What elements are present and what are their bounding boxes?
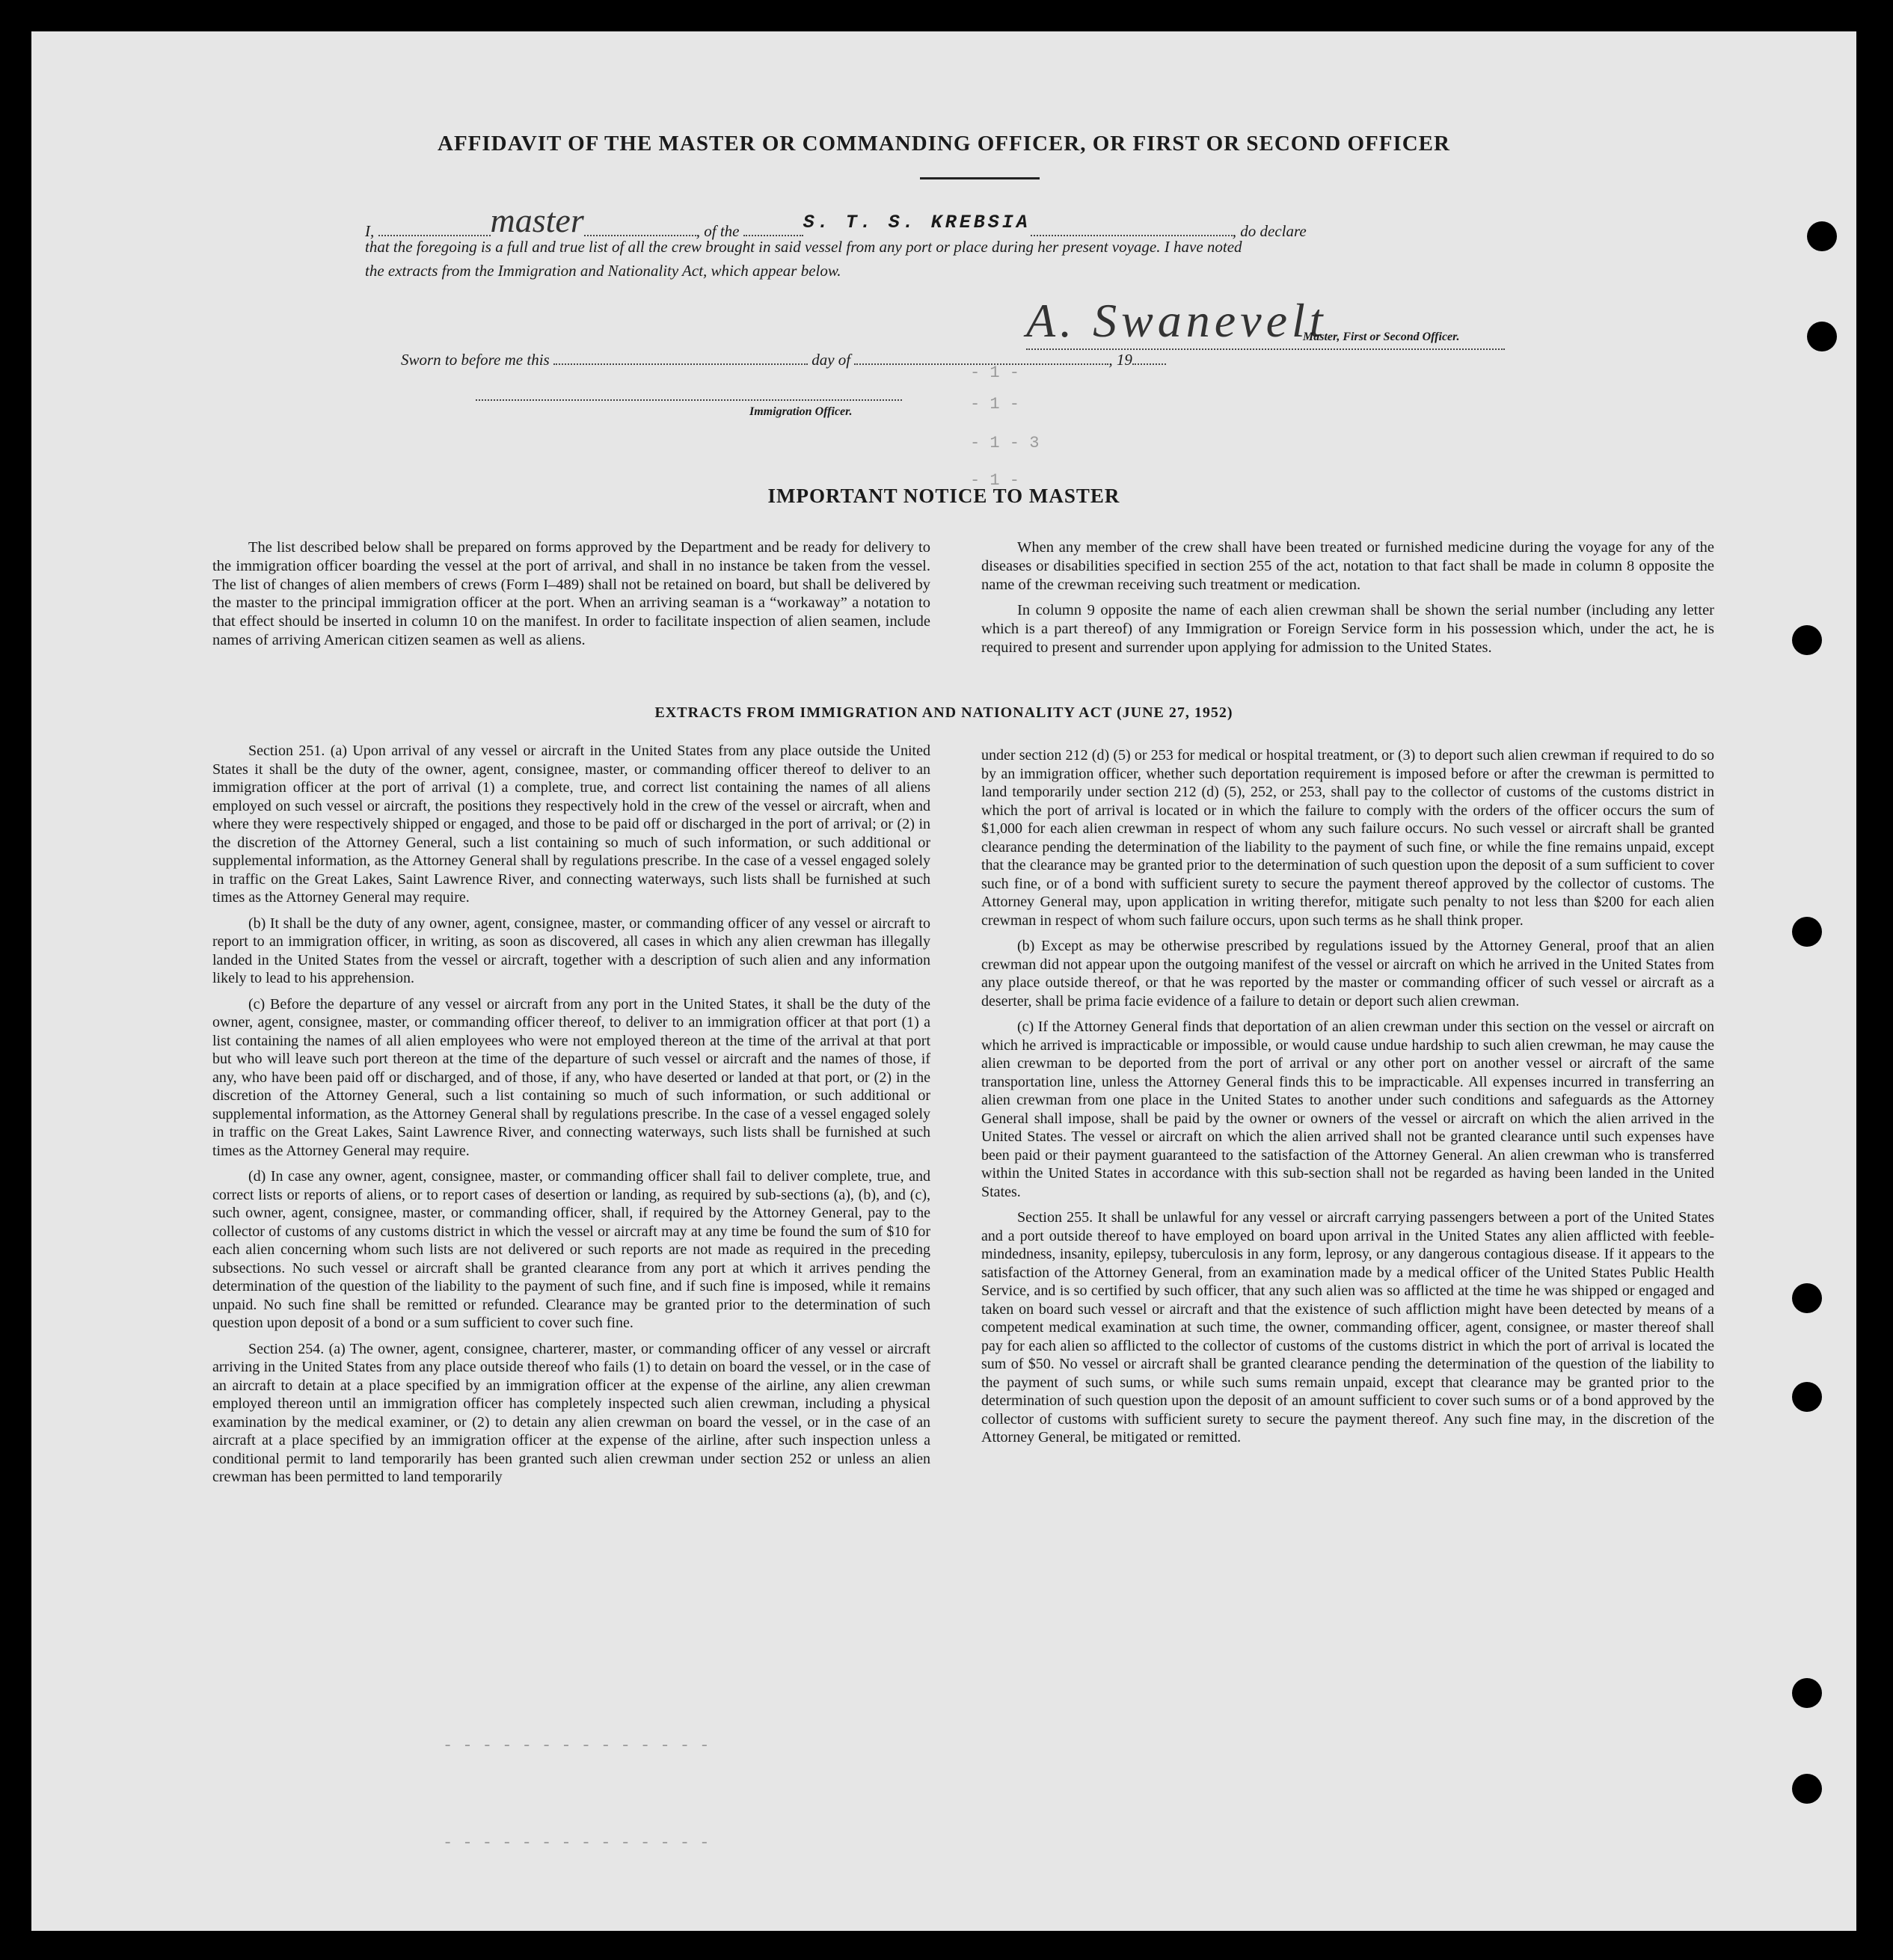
day-of-label: day of xyxy=(811,351,851,369)
section-254-b: (b) Except as may be otherwise prescribed by regulations issued by the Attorney General, proof that an alien crewman did not appear upon the outgoing manifest of the vessel or aircraft on which he arrived in the United States from any place outside thereof, or that he was reported by the master or commanding officer of such vessel or aircraft as a deserter, shall be prima facie evidence of a failure to detain or deport such alien crewman. xyxy=(981,938,1714,1010)
extracts-left-column xyxy=(212,742,930,1494)
section-254-a: Section 254. (a) The owner, agent, consignee, charterer, master, or commanding officer of any vessel or aircraft arriving in the United States from any place outside thereof who fails (1) to detain on board the vessel, or in the case of an aircraft to detain at a place specified by an immigration officer at the expense of the airline, any alien crewman employed thereon until an immigration officer has completely inspected such alien crewman, including a physical examination by the medical examiner, or (2) to detain any alien crewman on board the vessel, or in the case of an aircraft at a place specified by an immigration officer at the expense of the airline, after such inspection unless a conditional permit to land temporarily has been granted such alien crewman under section 252 or unless an alien crewman has been permitted to land temporarily xyxy=(212,1340,930,1485)
title-rule xyxy=(920,177,1040,179)
extracts-title: EXTRACTS FROM IMMIGRATION AND NATIONALITY ACT (JUNE 27, 1952) xyxy=(654,704,1233,721)
notice-left-paragraph: The list described below shall be prepared on forms approved by the Department and be ready for delivery to the immigration officer boarding the vessel at the port of arrival, and shall in no instance be taken from the vessel. The list of changes of alien members of crews (Form I–489) shall not be retained on board, but shall be delivered by the master to the principal immigration officer at the port. When an arriving seaman is a “workaway” a notation to that effect should be inserted in column 10 on the manifest. In order to facilitate inspection of alien seamen, include names of arriving American citizen seamen as well as aliens. xyxy=(212,539,930,648)
master-signature: A. Swanevelt xyxy=(1026,294,1328,347)
punch-hole xyxy=(1792,1283,1822,1313)
punch-hole xyxy=(1792,1774,1822,1804)
sworn-line xyxy=(401,348,1373,369)
section-254-a-cont: under section 212 (d) (5) or 253 for medical or hospital treatment, or (3) to deport such alien crewman if required to do so by an immigration officer, whether such deportation requirement is imposed before or after the crewman is permitted to land temporarily under section 212 (d) (5), 252, or 253, shall pay to the collector of customs of the customs district in which the port of arrival is located or in which the failure to comply with the orders of the officer occurs the sum of $1,000 for each alien crewman in respect of whom any such failure occurs. No such vessel or aircraft shall be granted clearance pending the determination of the liability to the payment of such fine, or while the fine remains unpaid, except that the clearance may be granted prior to the determination of such question upon the deposit of a sum sufficient to cover such fine, or of a bond with sufficient surety to secure the payment thereof approved by the collector of customs. The Attorney General may, upon application in writing therefor, mitigate such penalty to not less than $200 for each alien crewman in respect of whom such failure occurs, upon such terms as he shall think proper. xyxy=(981,747,1714,929)
affidavit-title: AFFIDAVIT OF THE MASTER OR COMMANDING OFFICER, OR FIRST OR SECOND OFFICER xyxy=(438,132,1450,156)
i-label: I, xyxy=(365,222,375,240)
punch-hole xyxy=(1792,1678,1822,1708)
section-251-b: (b) It shall be the duty of any owner, agent, consignee, master, or commanding officer of any vessel or aircraft to report to an immigration officer, in writing, as soon as discovered, all cases in which any alien crewman has illegally landed in the United States from the vessel or aircraft, together with a description of such alien and any information likely to lead to his apprehension. xyxy=(212,915,930,986)
sworn-label: Sworn to before me this xyxy=(401,351,550,369)
section-255: Section 255. It shall be unlawful for any vessel or aircraft carrying passengers between a port of the United States and a port outside thereof to have employed on board upon arrival in the United States any alien afflicted with feeble-mindedness, insanity, epilepsy, tuberculosis in any form, leprosy, or any dangerous contagious disease. If it appears to the satisfaction of the Attorney General, from an examination made by a medical officer of the United States Public Health Service, and is so certified by such officer, that any such alien was so afflicted at the time he was shipped or engaged and taken on board such vessel or aircraft and that the existence of such affliction might have been detected by means of a competent medical examination at such time, the owner, commanding officer, agent, consignee, or master thereof shall pay for each alien so afflicted to the collector of customs of the customs district in which the port of arrival is located the sum of $50. No vessel or aircraft shall be granted clearance pending the determination of the question of the liability to the payment of such sums, or while such sums remain unpaid, except that clearance may be granted prior to the determination of such question upon the deposit of an amount sufficient to cover such sums or of a bond approved by the collector of customs with sufficient surety to secure the payment thereof. Any such fine may, in the discretion of the Attorney General, be mitigated or remitted. xyxy=(981,1209,1714,1446)
document-page: AFFIDAVIT OF THE MASTER OR COMMANDING OFFICER, OR FIRST OR SECOND OFFICER I, master , of the S. T. S. KREBSIA , do declare that the foregoing is a full and true list of all the crew brought in said vessel from any port or place during her present voyage. I have noted the extracts from the Immigration and Nationality Act, which appear below. A. Swanevelt Master, First or Second Officer. Sworn to before me this day of , 19 Immigration Officer. - 1 - - 1 - - 1 - 3 - 1 - IMPORTANT NOTICE TO MASTER The list described below shall be prepared on forms approved by the Department and be ready for delivery to the immigration officer boarding the vessel at the port of arrival, and shall in no instance be taken from the vessel. The list of changes of alien members of crews (Form I–489) shall not be retained on board, but shall be delivered by the master to the principal immigration officer at the port. When an arriving seaman is a “workaway” a notation to that effect should be inserted in column 10 on the manifest. In order to facilitate inspection of alien seamen, include names of arriving American citizen seamen as well as aliens. When any member of the crew shall have been treated or furnished medicine during the voyage for any of the diseases or disabilities specified in section 255 of the act, notation to that fact shall be made in column 8 opposite the name of the crewman receiving such treatment or medication. In column 9 opposite the name of each alien crewman shall be shown the serial number (including any letter which is a part thereof) of any Immigration or Foreign Service form in his possession which, under the act, he is required to present and surrender upon applying for admission to the United States. EXTRACTS FROM IMMIGRATION AND NATIONALITY ACT (JUNE 27, 1952) Section 251. (a) Upon arrival of any vessel or aircraft in the United States from any place outside the United States it shall be the duty of the owner, agent, consignee, master, or commanding officer thereof to deliver to an immigration officer at the port of arrival (1) a complete, true, and correct list containing the names of all aliens employed on such vessel or aircraft, the positions they respectively hold in the crew of the vessel or aircraft, when and where they were respectively shipped or engaged, and those to be paid off or discharged in the port of arrival; or (2) in the discretion of the Attorney General, such a list containing so much of such information, or such additional or supplemental information, as the Attorney General shall by regulations prescribe. In the case of a vessel engaged solely in traffic on the Great Lakes, Saint Lawrence River, and connecting waterways, such lists shall be furnished at such times as the Attorney General may require. (b) It shall be the duty of any owner, agent, consignee, master, or commanding officer of any vessel or aircraft to report to an immigration officer, in writing, as soon as discovered, all cases in which any alien crewman has illegally landed in the United States from the vessel or aircraft, together with a description of such alien and any information likely to lead to his apprehension. (c) Before the departure of any vessel or aircraft from any port in the United States, it shall be the duty of the owner, agent, consignee, master, or commanding officer thereof, to deliver to an immigration officer at that port (1) a list containing the names of all alien employees who were not employed thereon at the time of the arrival at that port but who will leave such port thereon at the time of the departure of such vessel or aircraft and the names of those, if any, who have been paid off or discharged, and of those, if any, who have deserted or landed at that port, or (2) in the discretion of the Attorney General, such a list containing so much of such information, or such additional or supplemental information, as the Attorney General shall by regulations prescribe. In the case of a vessel engaged solely in traffic on the Great Lakes, Saint Lawrence River, and connecting waterways, such lists shall be furnished at such times as the Attorney General may require. (d) In case any owner, agent, consignee, master, or commanding officer shall fail to deliver complete, true, and correct lists or reports of aliens, or to report cases of desertion or landing, as required by sub-sections (a), (b), and (c), such owner, agent, consignee, master, or commanding officer, shall, if required by the Attorney General, pay to the collector of customs of any customs district in which the vessel or aircraft may at any time be found the sum of $10 for each alien concerning whom such lists are not delivered or such reports are not made as required in the preceding subsections. No such vessel or aircraft shall be granted clearance from any port at which it arrives pending the determination of the question of the liability to the payment of such fine, and if such fine is imposed, while it remains unpaid. No such fine shall be remitted or refunded. Clearance may be granted prior to the determination of such question upon deposit of a bond or a sum sufficient to cover such fine. Section 254. (a) The owner, agent, consignee, charterer, master, or commanding officer of any vessel or aircraft arriving in the United States from any place outside thereof who fails (1) to detain on board the vessel, or in the case of an aircraft to detain at a place specified by an immigration officer at the expense of the airline, any alien crewman employed thereon until an immigration officer has completely inspected such alien crewman, including a physical examination by the medical examiner, or (2) to detain any alien crewman on board the vessel, or in the case of an aircraft at a place specified by an immigration officer at the expense of the airline, after such inspection unless a conditional permit to land temporarily has been granted such alien crewman under section 252 or unless an alien crewman has been permitted to land temporarily under section 212 (d) (5) or 253 for medical or hospital treatment, or (3) to deport such alien crewman if required to do so by an immigration officer, whether such deportation requirement is imposed before or after the crewman is permitted to land temporarily under section 212 (d) (5), 252, or 253, shall pay to the collector of customs of the customs district in which the port of arrival is located or in which the failure to comply with the orders of the officer occurs the sum of $1,000 for each alien crewman in respect of whom any such failure occurs. No such vessel or aircraft shall be granted clearance pending the determination of the liability to the payment of such fine, or while the fine remains unpaid, except that the clearance may be granted prior to the determination of such question upon the deposit of a sum sufficient to cover such fine, or of a bond with sufficient surety to secure the payment thereof approved by the collector of customs. The Attorney General may, upon application in writing therefor, mitigate such penalty to not less than $200 for each alien crewman in respect of whom such failure occurs, upon such terms as he shall think proper. (b) Except as may be otherwise prescribed by regulations issued by the Attorney General, proof that an alien crewman did not appear upon the outgoing manifest of the vessel or aircraft on which he arrived in the United States from any place outside thereof, or that he was reported by the master or commanding officer of such vessel or aircraft as a deserter, shall be prima facie evidence of a failure to detain or deport such alien crewman. (c) If the Attorney General finds that deportation of an alien crewman under this section on the vessel or aircraft on which he arrived is impracticable or impossible, or would cause undue hardship to such alien crewman, he may cause the alien crewman to be deported from the port of arrival or any other port on another vessel or aircraft of the same transportation line, unless the Attorney General finds this to be impracticable. All expenses incurred in transferring an alien crewman from one place in the United States to another under such conditions and safeguards as the Attorney General shall impose, shall be paid by the owner or owners of the vessel or aircraft on which the alien arrived in the United States. The vessel or aircraft on which the alien arrived shall not be granted clearance until such expenses have been paid or their payment guaranteed to the satisfaction of the Attorney General. An alien crewman who is transferred within the United States in accordance with this sub-section shall not be regarded as having been landed in the United States. Section 255. It shall be unlawful for any vessel or aircraft carrying passengers between a port of the United States and a port outside thereof to have employed on board upon arrival in the United States any alien afflicted with feeble-mindedness, insanity, epilepsy, tuberculosis in any form, leprosy, or any dangerous contagious disease. If it appears to the satisfaction of the Attorney General, from an examination made by a medical officer of the United States Public Health Service, and is so certified by such officer, that any such alien was so afflicted at the time he was shipped or engaged and taken on board such vessel or aircraft and that the existence of such affliction might have been detected by means of a competent medical examination at such time, the owner, commanding officer, agent, consignee, or master thereof shall pay for each alien so afflicted to the collector of customs of the customs district in which the port of arrival is located the sum of $50. No vessel or aircraft shall be granted clearance pending the determination of the question of the liability to the payment of such sums, or while such sums remain unpaid, except that clearance may be granted prior to the determination of such question upon the deposit of an amount sufficient to cover such sums or of a bond approved by the collector of customs with sufficient surety to secure the payment thereof. Any such fine may, in the discretion of the Attorney General, be mitigated or remitted. - - - - - - - - - - - - - - - - - - - - - - - - - - - - xyxy=(31,31,1856,1931)
section-251-c: (c) Before the departure of any vessel or aircraft from any port in the United States, it shall be the duty of the owner, agent, consignee, master, or commanding officer thereof, to deliver to an immigration officer at that port (1) a list containing the names of all alien employees who were not employed thereon at the time of the arrival at that port but who will leave such port thereon at the time of the departure of such vessel or aircraft and the names of those, if any, who have been paid off or discharged, and of those, if any, who have deserted or landed at that port, or (2) in the discretion of the Attorney General, such a list containing so much of such information, or such additional or supplemental information, as the Attorney General shall by regulations prescribe. In the case of a vessel engaged solely in traffic on the Great Lakes, Saint Lawrence River, and connecting waterways, such lists shall be furnished at such times as the Attorney General may require. xyxy=(212,995,930,1159)
declaration-text-2: the extracts from the Immigration and Nationality Act, which appear below. xyxy=(365,262,841,280)
extracts-right-column xyxy=(981,746,1714,1454)
notice-right-column xyxy=(981,538,1714,665)
officer-caption: Immigration Officer. xyxy=(749,405,853,418)
vessel-name: S. T. S. KREBSIA xyxy=(803,212,1031,233)
signature-caption: Master, First or Second Officer. xyxy=(1303,331,1460,343)
notice-right-paragraph-1: When any member of the crew shall have been treated or furnished medicine during the voyage for any of the diseases or disabilities specified in section 255 of the act, notation to that fact shall be made in column 8 opposite the name of the crewman receiving such treatment or medication. xyxy=(981,539,1714,593)
handwritten-name: master xyxy=(490,201,584,239)
year-prefix: , 19 xyxy=(1108,351,1132,369)
punch-hole xyxy=(1792,1382,1822,1412)
notice-left-column xyxy=(212,538,930,657)
section-254-c: (c) If the Attorney General finds that deportation of an alien crewman under this section on the vessel or aircraft on which he arrived is impracticable or impossible, or would cause undue hardship to such alien crewman, he may cause the alien crewman to be deported from the port of arrival or any other port on another vessel or aircraft of the same transportation line, unless the Attorney General finds this to be impracticable. All expenses incurred in transferring an alien crewman from one place in the United States to another under such conditions and safeguards as the Attorney General shall impose, shall be paid by the owner or owners of the vessel or aircraft on which the alien arrived in the United States. The vessel or aircraft on which the alien arrived shall not be granted clearance until such expenses have been paid or their payment guaranteed to the satisfaction of the Attorney General. An alien crewman who is transferred within the United States in accordance with this sub-section shall not be regarded as having been landed in the United States. xyxy=(981,1019,1714,1200)
declaration-text-1: that the foregoing is a full and true list of all the crew brought in said vessel from any port or place during her present voyage. I have noted xyxy=(365,238,1242,256)
punch-hole xyxy=(1807,221,1837,251)
do-declare-label: , do declare xyxy=(1232,222,1307,240)
officer-signature-line xyxy=(476,399,902,401)
notice-title: IMPORTANT NOTICE TO MASTER xyxy=(767,485,1120,507)
punch-hole xyxy=(1807,322,1837,351)
notice-right-paragraph-2: In column 9 opposite the name of each alien crewman shall be shown the serial number (including any letter which is a part thereof) of any Immigration or Foreign Service form in his possession which, under the act, he is required to present and surrender upon applying for admission to the United States. xyxy=(981,602,1714,656)
punch-hole xyxy=(1792,625,1822,655)
section-251-a: Section 251. (a) Upon arrival of any vessel or aircraft in the United States from any place outside the United States it shall be the duty of the owner, agent, consignee, master, or commanding officer thereof to deliver to an immigration officer at the port of arrival (1) a complete, true, and correct list containing the names of all aliens employed on such vessel or aircraft, the positions they respectively hold in the crew of the vessel or aircraft, when and where they were respectively shipped or engaged, and those to be paid off or discharged in the port of arrival; or (2) in the discretion of the Attorney General, such a list containing so much of such information, or such additional or supplemental information, as the Attorney General shall by regulations prescribe. In the case of a vessel engaged solely in traffic on the Great Lakes, Saint Lawrence River, and connecting waterways, such lists shall be furnished at such times as the Attorney General may require. xyxy=(212,743,930,906)
of-the-label: , of the xyxy=(696,222,740,240)
punch-hole xyxy=(1792,917,1822,947)
section-251-d: (d) In case any owner, agent, consignee, master, or commanding officer shall fail to deliver complete, true, and correct lists or reports of aliens, or to report cases of desertion or landing, as required by sub-sections (a), (b), and (c), such owner, agent, consignee, master, or commanding officer, shall, if required by the Attorney General, pay to the collector of customs of any customs district in which the vessel or aircraft may at any time be found the sum of $10 for each alien concerning whom such lists are not delivered or such reports are not made as required in the preceding subsections. No such vessel or aircraft shall be granted clearance from any port at which it arrives pending the determination of the question of the liability to the payment of such fine, and if such fine is imposed, while it remains unpaid. No such fine shall be remitted or refunded. Clearance may be granted prior to the determination of such question upon deposit of a bond or a sum sufficient to cover such fine. xyxy=(212,1168,930,1331)
